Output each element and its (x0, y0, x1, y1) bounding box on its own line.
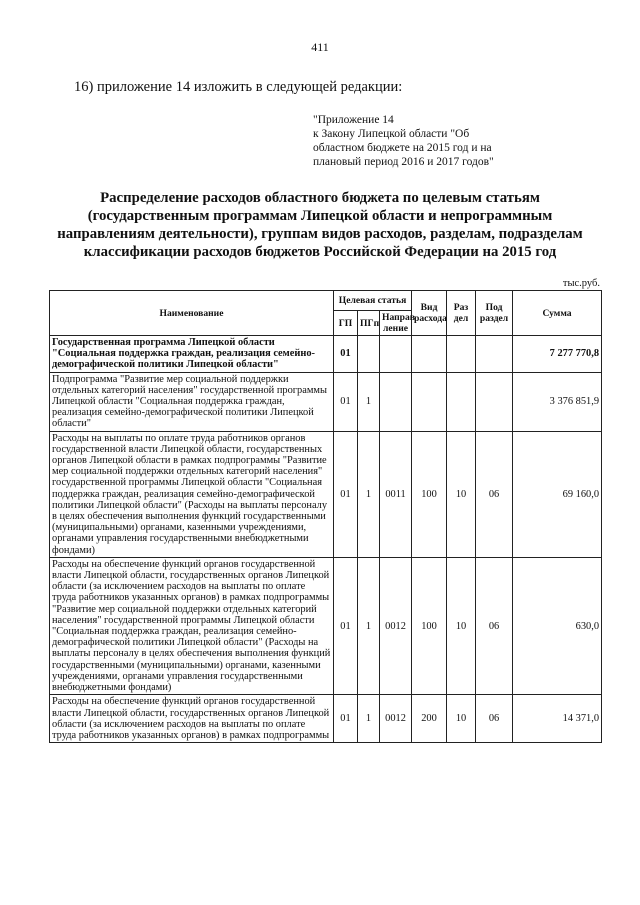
table-row (50, 336, 602, 373)
unit-label: тыс.руб. (562, 278, 600, 289)
row-direction: 0012 (380, 557, 412, 694)
row-section: 10 (447, 431, 476, 557)
header-direction: Направ ление (380, 311, 412, 336)
row-expense-type: 200 (412, 695, 447, 743)
row-name: Государственная программа Липецкой области "Социальная поддержка граждан, реализация семейно-демографической политики Липецкой области" (50, 336, 334, 373)
header-gp: ГП (334, 311, 358, 336)
row-subsection (476, 336, 513, 373)
row-direction (380, 372, 412, 431)
row-gp: 01 (334, 336, 358, 373)
row-gp: 01 (334, 557, 358, 694)
table-row (50, 372, 602, 431)
document-title (40, 189, 600, 261)
header-target-article: Целевая статья (334, 291, 412, 311)
title-line: классификации расходов бюджетов Российской Федерации на 2015 год (83, 244, 557, 260)
row-subsection: 06 (476, 431, 513, 557)
header-section: Раз дел (447, 291, 476, 336)
row-section: 10 (447, 557, 476, 694)
row-pgp: 1 (358, 557, 380, 694)
row-sum: 3 376 851,9 (513, 372, 602, 431)
row-expense-type: 100 (412, 557, 447, 694)
row-direction: 0011 (380, 431, 412, 557)
header-pgp: ПГп (358, 311, 380, 336)
row-sum: 630,0 (513, 557, 602, 694)
row-pgp (358, 336, 380, 373)
appendix-line: к Закону Липецкой области "Об (313, 128, 470, 140)
appendix-reference (313, 113, 494, 169)
appendix-line: областном бюджете на 2015 год и на (313, 142, 492, 154)
title-line: (государственным программам Липецкой области и непрограммным (87, 208, 553, 224)
row-section (447, 372, 476, 431)
title-line: Распределение расходов областного бюджета по целевым статьям (100, 190, 540, 206)
row-gp: 01 (334, 431, 358, 557)
row-direction: 0012 (380, 695, 412, 743)
intro-text: 16) приложение 14 изложить в следующей редакции: (74, 79, 403, 95)
page-number: 411 (311, 40, 329, 54)
header-expense-type: Вид расхода (412, 291, 447, 336)
table-row (50, 557, 602, 694)
row-gp: 01 (334, 695, 358, 743)
header-name: Наименование (50, 291, 334, 336)
row-pgp: 1 (358, 695, 380, 743)
table-row (50, 695, 602, 743)
row-subsection: 06 (476, 695, 513, 743)
row-section (447, 336, 476, 373)
budget-table (49, 290, 602, 743)
row-expense-type (412, 372, 447, 431)
row-name: Подпрограмма "Развитие мер социальной поддержки отдельных категорий населения" государственной программы Липецкой области "Социальная поддержка граждан, реализация семейно-демографической политики Липецкой области" (50, 372, 334, 431)
title-line: направлениям деятельности), группам видов расходов, разделам, подразделам (57, 226, 583, 242)
row-section: 10 (447, 695, 476, 743)
appendix-line: "Приложение 14 (313, 114, 394, 126)
table-row (50, 431, 602, 557)
header-sum: Сумма (513, 291, 602, 336)
row-subsection (476, 372, 513, 431)
header-subsection: Под раздел (476, 291, 513, 336)
row-sum: 14 371,0 (513, 695, 602, 743)
appendix-line: плановый период 2016 и 2017 годов" (313, 156, 494, 168)
row-sum: 69 160,0 (513, 431, 602, 557)
row-gp: 01 (334, 372, 358, 431)
row-pgp: 1 (358, 431, 380, 557)
row-expense-type (412, 336, 447, 373)
row-sum: 7 277 770,8 (513, 336, 602, 373)
row-name: Расходы на обеспечение функций органов государственной власти Липецкой области, государственных органов Липецкой области (за исключением расходов на выплаты по оплате труда работников указанных органов) в рамках подпрограммы (50, 695, 334, 743)
row-expense-type: 100 (412, 431, 447, 557)
row-name: Расходы на выплаты по оплате труда работников органов государственной власти Липецкой области, государственных органов Липецкой области в рамках подпрограммы "Развитие мер социальной поддержки отдельных категорий населения" государственной программы Липецкой области "Социальная поддержка граждан, реализация семейно-демографической политики Липецкой области" (Расходы на выплаты персоналу в целях обеспечения выполнения функций государственными (муниципальными) органами, казенными учреждениями, органами управления государственными внебюджетными фондами) (50, 431, 334, 557)
row-name: Расходы на обеспечение функций органов государственной власти Липецкой области, государственных органов Липецкой области (за исключением расходов на выплаты по оплате труда работников указанных органов) в рамках подпрограммы "Развитие мер социальной поддержки отдельных категорий населения" государственной программы Липецкой области "Социальная поддержка граждан, реализация семейно-демографической политики Липецкой области" (Расходы на выплаты персоналу в целях обеспечения выполнения функций государственными (муниципальными) органами, казенными учреждениями, органами управления государственными внебюджетными фондами) (50, 557, 334, 694)
row-subsection: 06 (476, 557, 513, 694)
row-direction (380, 336, 412, 373)
row-pgp: 1 (358, 372, 380, 431)
